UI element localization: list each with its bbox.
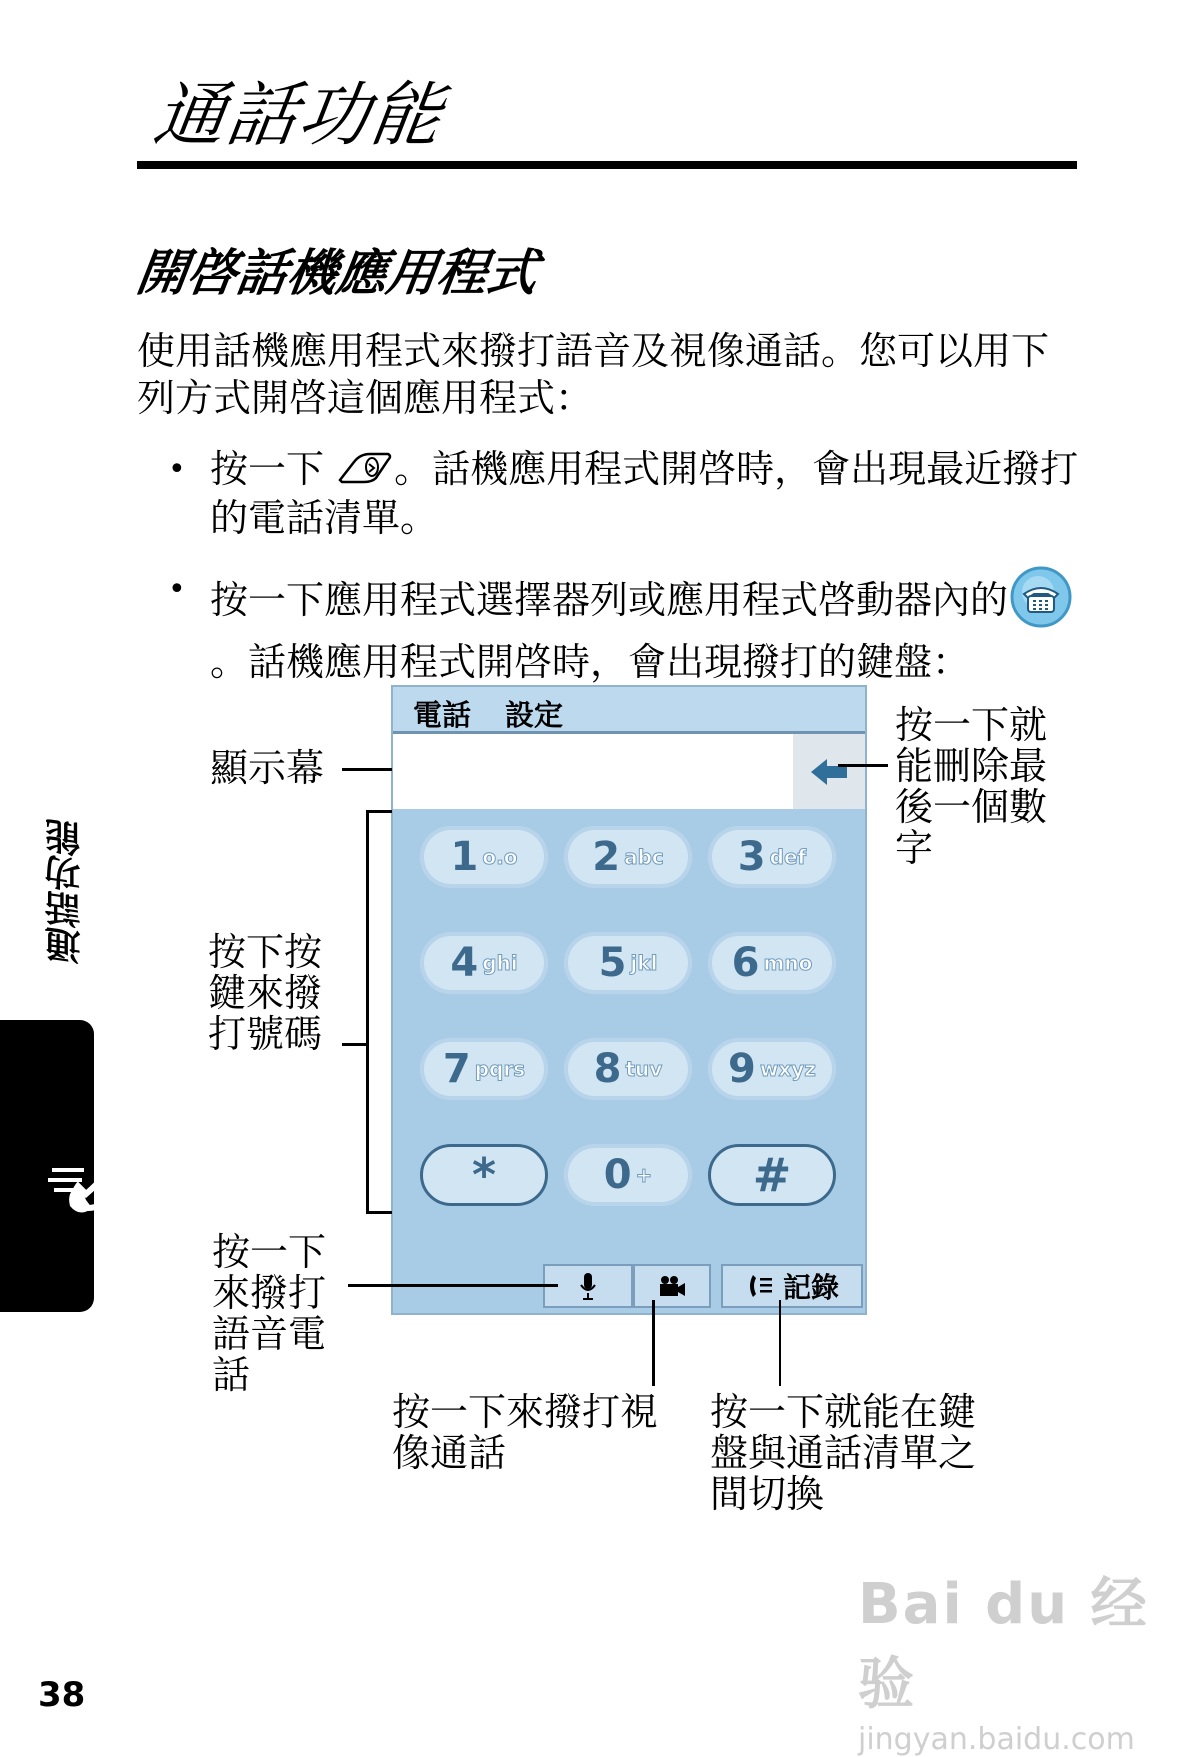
key-7[interactable]: 7 pqrs [420,1038,548,1100]
key-4[interactable]: 4 ghi [420,932,548,994]
section-title: 開啓話機應用程式 [132,244,542,302]
watermark [858,1560,1194,1757]
key-1[interactable]: 1 o.o [420,826,548,888]
keypad-bracket-top [366,810,392,813]
phone-handset-icon [46,1108,166,1228]
callout-keypad-line [342,1043,368,1046]
key-star[interactable]: * [420,1144,548,1206]
callout-delete: 按一下就能刪除最後一個數字 [895,703,1048,870]
callout-display-line [342,768,392,771]
send-key-icon [336,448,394,495]
key-hash[interactable]: # [708,1144,836,1206]
log-label: 記錄 [782,1271,839,1304]
page-number: 38 [38,1675,86,1715]
callout-delete-line [838,764,888,767]
callout-video-line [652,1300,655,1386]
intro-paragraph: 使用話機應用程式來撥打語音及視像通話。您可以用下列方式開啓這個應用程式： [137,329,1050,420]
key-0[interactable]: 0 + [564,1144,692,1206]
number-display[interactable] [393,734,793,809]
callout-toggle-line [779,1300,781,1386]
callout-voice-line [348,1284,558,1287]
bullet-dot: • [168,572,186,607]
key-9[interactable]: 9 wxyz [708,1038,836,1100]
chapter-rule [137,161,1077,169]
menu-phone[interactable]: 電話 [413,698,472,732]
microphone-icon [579,1271,597,1301]
bullet-2-before: 按一下應用程式選擇器列或應用程式啓動器內的 [210,578,1009,622]
delete-button[interactable] [793,734,865,809]
callout-display: 顯示幕 [210,746,325,790]
bullet-2 [210,566,1080,686]
bullet-dot: • [168,452,186,487]
callout-toggle: 按一下就能在鍵盤與通話清單之間切換 [710,1390,977,1516]
watermark-url: jingyan.baidu.com [858,1722,1135,1757]
callout-keypad: 按下按鍵來撥打號碼 [208,930,323,1056]
log-toggle-button[interactable] [721,1264,863,1308]
key-3[interactable]: 3 def [708,826,836,888]
dialer-screen [391,685,867,1315]
key-8[interactable]: 8 tuv [564,1038,692,1100]
key-5[interactable]: 5 jkl [564,932,692,994]
call-log-icon [745,1273,775,1299]
watermark-brand: Bai du 经验 [858,1572,1149,1717]
keypad-bracket-bottom [366,1211,392,1214]
backspace-arrow-icon [809,756,849,788]
bullet-1 [210,446,1080,542]
video-camera-icon [657,1274,687,1298]
bullet-1-before: 按一下 [210,447,325,491]
chapter-title: 通話功能 [149,74,449,156]
video-call-button[interactable] [633,1264,711,1308]
key-2[interactable]: 2 abc [564,826,692,888]
menu-bar [393,687,865,734]
side-tab [0,1020,94,1312]
bullet-2-after: 。話機應用程式開啓時，會出現撥打的鍵盤： [210,640,971,684]
callout-video: 按一下來撥打視像通話 [392,1390,659,1475]
menu-settings[interactable]: 設定 [505,698,564,732]
callout-voice: 按一下來撥打語音電話 [212,1230,327,1397]
side-tab-title: 通話功能 [45,817,86,967]
keypad-bracket [366,810,369,1214]
bullet-1-after: 。話機應用程式開啓時，會出現最近撥打的電話清單。 [210,447,1079,540]
key-6[interactable]: 6 mno [708,932,836,994]
phone-app-icon [1008,566,1074,639]
